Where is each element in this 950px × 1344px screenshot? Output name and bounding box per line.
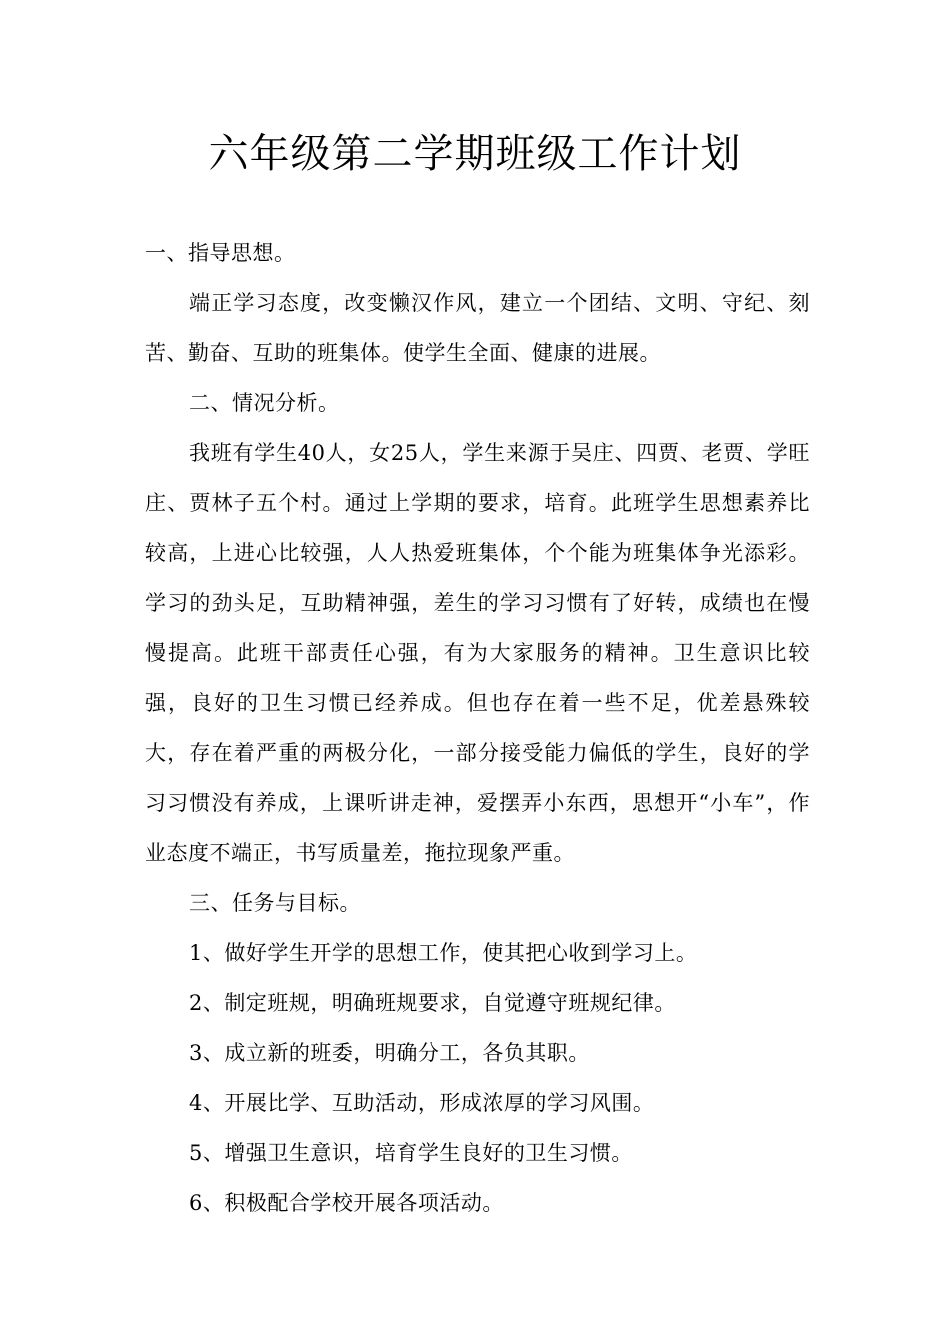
list-item: 4、开展比学、互助活动，形成浓厚的学习风围。 — [189, 1091, 655, 1115]
document-title: 六年级第二学期班级工作计划 — [208, 131, 742, 177]
section-heading-situation-analysis: 二、情况分析。 — [189, 391, 340, 415]
list-item: 5、增强卫生意识，培育学生良好的卫生习惯。 — [189, 1141, 633, 1165]
list-item: 1、做好学生开学的思想工作，使其把心收到学习上。 — [189, 941, 698, 965]
section-heading-guiding-thought: 一、指导思想。 — [145, 241, 296, 265]
section-heading-tasks-goals: 三、任务与目标。 — [189, 891, 361, 915]
document-body — [145, 228, 810, 1228]
list-item: 6、积极配合学校开展各项活动。 — [189, 1191, 504, 1215]
paragraph-guiding-thought: 端正学习态度，改变懒汉作风，建立一个团结、文明、守纪、刻苦、勤奋、互助的班集体。使学生全面、健康的进展。 — [145, 291, 810, 365]
list-item: 2、制定班规，明确班规要求，自觉遵守班规纪律。 — [189, 991, 676, 1015]
paragraph-situation-analysis: 我班有学生40人，女25人，学生来源于吴庄、四贾、老贾、学旺庄、贾林子五个村。通过上学期的要求，培育。此班学生思想素养比较高，上进心比较强，人人热爱班集体，个个能为班集体争光添彩。学习的劲头足，互助精神强，差生的学习习惯有了好转，成绩也在慢慢提高。此班干部责任心强，有为大家服务的精神。卫生意识比较强，良好的卫生习惯已经养成。但也存在着一些不足，优差悬殊较大，存在着严重的两极分化，一部分接受能力偏低的学生，良好的学习习惯没有养成，上课听讲走神，爱摆弄小东西，思想开“小车”，作业态度不端正，书写质量差，拖拉现象严重。 — [145, 441, 810, 865]
list-item: 3、成立新的班委，明确分工，各负其职。 — [189, 1041, 590, 1065]
